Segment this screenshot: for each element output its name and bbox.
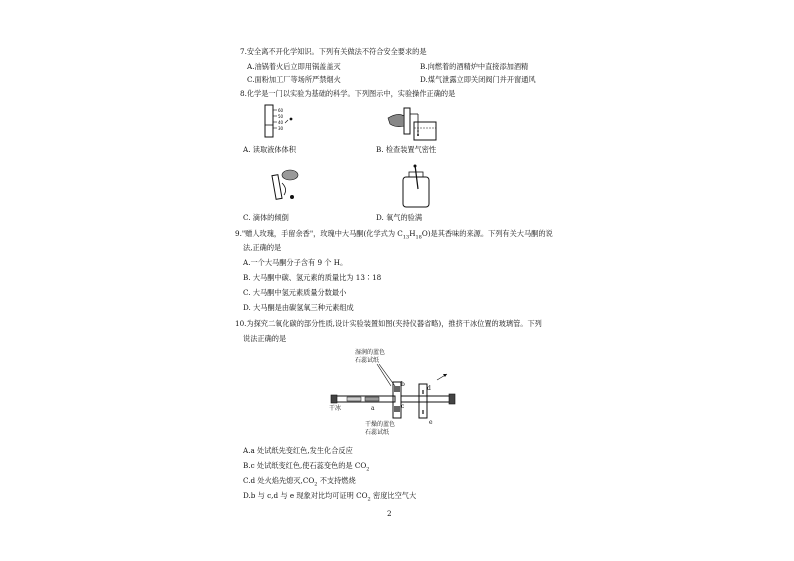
q9-option-c: C. 大马酮中氢元素质量分数最小 [243, 288, 347, 297]
point-a: a [371, 405, 375, 412]
oxygen-test-figure [395, 163, 435, 211]
point-e: e [429, 419, 433, 426]
q7-stem: 7.安全离不开化学知识。下列有关做法不符合安全要求的是 [240, 47, 427, 56]
page-number: 2 [387, 509, 392, 518]
q8-option-b: B. 检查装置气密性 [376, 145, 437, 154]
q9-option-b: B. 大马酮中碳、氢元素的质量比为 13∶18 [243, 273, 382, 282]
q10-stem: 10.为探究二氧化碳的部分性质,设计实验装置如图(夹持仪器省略)，推挤干冰位置的玻璃管。下列 [235, 319, 542, 328]
point-d: d [427, 385, 431, 392]
dry-ice-label: 干冰 [329, 405, 342, 412]
tick-label: 50 [278, 114, 284, 119]
wet-paper-label: 湿润的蓝色 [355, 349, 386, 356]
dry-paper-label: 干燥的蓝色 [365, 421, 396, 428]
q8-option-d: D. 氧气的验满 [376, 213, 423, 222]
q9-stem: 9."赠人玫瑰，手留余香"，玫瑰中大马酮(化学式为 $C_{13}H_{18}O$)是其香味的来源。下列有关大马酮的说 [235, 229, 553, 241]
dry-paper-label-2: 石蕊试纸 [365, 429, 390, 436]
point-c: c [401, 403, 405, 410]
point-b: b [401, 381, 405, 388]
q9-stem-continued: 法,正确的是 [243, 243, 282, 252]
q10-option-a: A.a 处试纸先变红色,发生化合反应 [243, 446, 353, 455]
q8-option-a: A. 读取液体体积 [243, 145, 296, 154]
q10-option-b: B.c 处试纸变红色,使石蕊变色的是 $CO_2$ [243, 461, 370, 473]
q10-option-c: C.d 处火焰先熄灭$,CO_2$ 不支持燃烧 [243, 476, 356, 488]
q9-option-a: A.一个大马酮分子含有 9 个 H。 [243, 258, 348, 267]
cylinder-reading-figure [255, 101, 305, 141]
tick-label: 40 [278, 120, 284, 125]
q9-option-d: D. 大马酮是由碳氢氧三种元素组成 [243, 303, 354, 312]
q7-option-c: C.面粉加工厂等场所严禁烟火 [247, 75, 341, 84]
q8-stem: 8.化学是一门以实验为基础的科学。下列图示中，实验操作正确的是 [240, 89, 456, 98]
q10-stem-continued: 说法正确的是 [243, 334, 287, 343]
tick-label: 30 [278, 126, 284, 131]
pouring-figure [268, 163, 308, 211]
q10-option-d: D.b 与 c,d 与 e 现象对比均可证明 $CO_2$ 密度比空气大 [243, 491, 417, 503]
q7-option-a: A.油锅着火后立即用锅盖盖灭 [247, 62, 341, 71]
co2-apparatus-figure [325, 346, 465, 438]
q8-option-c: C. 滴体的倾倒 [243, 213, 289, 222]
q7-option-b: B.向燃着的酒精炉中直接添加酒精 [420, 62, 529, 71]
airtightness-check-figure [380, 104, 450, 144]
wet-paper-label-2: 石蕊试纸 [355, 357, 380, 364]
tick-label: 60 [278, 108, 284, 113]
q7-option-d: D.煤气泄露立即关闭阀门并开窗通风 [420, 75, 536, 84]
